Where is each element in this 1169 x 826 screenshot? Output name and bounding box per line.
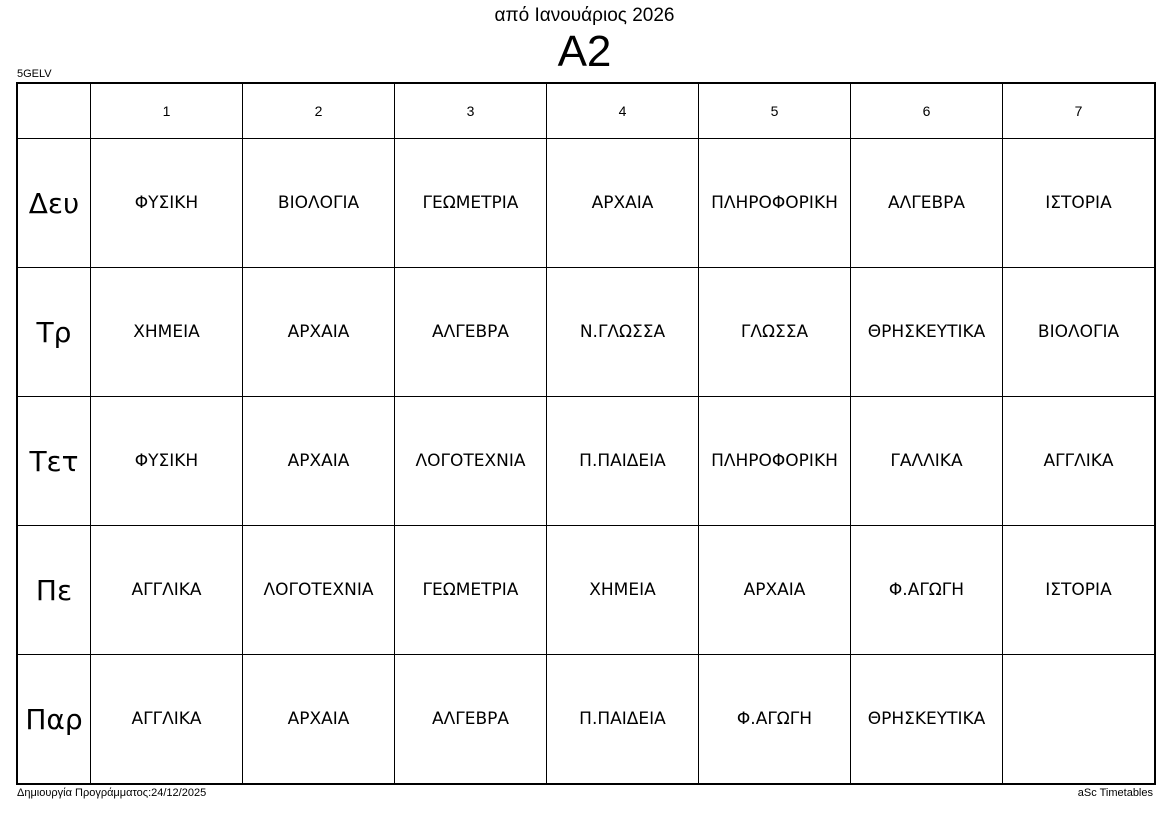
period-header: 3 xyxy=(395,83,547,139)
day-label: Δευ xyxy=(17,139,91,268)
period-header: 1 xyxy=(91,83,243,139)
day-row xyxy=(17,139,1155,268)
lesson-cell: ΑΡΧΑΙΑ xyxy=(243,268,395,397)
generator-credit: aSc Timetables xyxy=(1077,787,1153,799)
lesson-cell: ΑΛΓΕΒΡΑ xyxy=(395,268,547,397)
lesson-cell: ΑΛΓΕΒΡΑ xyxy=(395,655,547,785)
lesson-cell: ΠΛΗΡΟΦΟΡΙΚΗ xyxy=(699,139,851,268)
lesson-cell: ΓΕΩΜΕΤΡΙΑ xyxy=(395,139,547,268)
lesson-cell: ΑΓΓΛΙΚΑ xyxy=(91,655,243,785)
lesson-cell: ΦΥΣΙΚΗ xyxy=(91,139,243,268)
lesson-cell: ΑΡΧΑΙΑ xyxy=(243,655,395,785)
lesson-cell: Π.ΠΑΙΔΕΙΑ xyxy=(547,655,699,785)
lesson-cell: ΠΛΗΡΟΦΟΡΙΚΗ xyxy=(699,397,851,526)
school-code: 5GELV xyxy=(17,68,52,80)
day-row xyxy=(17,526,1155,655)
lesson-cell: Φ.ΑΓΩΓΗ xyxy=(851,526,1003,655)
day-label: Τρ xyxy=(17,268,91,397)
lesson-cell: ΙΣΤΟΡΙΑ xyxy=(1003,526,1156,655)
lesson-cell: ΑΓΓΛΙΚΑ xyxy=(91,526,243,655)
period-header: 7 xyxy=(1003,83,1156,139)
lesson-cell: ΑΡΧΑΙΑ xyxy=(243,397,395,526)
lesson-cell: ΓΕΩΜΕΤΡΙΑ xyxy=(395,526,547,655)
lesson-cell: ΙΣΤΟΡΙΑ xyxy=(1003,139,1156,268)
lesson-cell-empty xyxy=(1003,655,1156,785)
lesson-cell: ΓΛΩΣΣΑ xyxy=(699,268,851,397)
lesson-cell: ΑΡΧΑΙΑ xyxy=(547,139,699,268)
lesson-cell: ΓΑΛΛΙΚΑ xyxy=(851,397,1003,526)
lesson-cell: ΒΙΟΛΟΓΙΑ xyxy=(243,139,395,268)
lesson-cell: ΒΙΟΛΟΓΙΑ xyxy=(1003,268,1156,397)
class-title: Α2 xyxy=(557,27,612,76)
lesson-cell: Ν.ΓΛΩΣΣΑ xyxy=(547,268,699,397)
lesson-cell: ΧΗΜΕΙΑ xyxy=(91,268,243,397)
lesson-cell: ΑΓΓΛΙΚΑ xyxy=(1003,397,1156,526)
lesson-cell: ΧΗΜΕΙΑ xyxy=(547,526,699,655)
day-row xyxy=(17,268,1155,397)
lesson-cell: ΦΥΣΙΚΗ xyxy=(91,397,243,526)
lesson-cell: ΘΡΗΣΚΕΥΤΙΚΑ xyxy=(851,655,1003,785)
timetable-subtitle: από Ιανουάριος 2026 xyxy=(494,5,675,26)
lesson-cell: Π.ΠΑΙΔΕΙΑ xyxy=(547,397,699,526)
period-header: 5 xyxy=(699,83,851,139)
lesson-cell: ΑΡΧΑΙΑ xyxy=(699,526,851,655)
timetable-grid xyxy=(16,82,1156,785)
lesson-cell: ΑΛΓΕΒΡΑ xyxy=(851,139,1003,268)
corner-cell xyxy=(17,83,91,139)
day-row xyxy=(17,655,1155,785)
lesson-cell: Φ.ΑΓΩΓΗ xyxy=(699,655,851,785)
period-header: 4 xyxy=(547,83,699,139)
day-label: Πε xyxy=(17,526,91,655)
period-header: 6 xyxy=(851,83,1003,139)
period-header: 2 xyxy=(243,83,395,139)
creation-date: Δημιουργία Προγράμματος:24/12/2025 xyxy=(17,787,207,799)
day-row xyxy=(17,397,1155,526)
lesson-cell: ΛΟΓΟΤΕΧΝΙΑ xyxy=(395,397,547,526)
lesson-cell: ΘΡΗΣΚΕΥΤΙΚΑ xyxy=(851,268,1003,397)
lesson-cell: ΛΟΓΟΤΕΧΝΙΑ xyxy=(243,526,395,655)
day-label: Τετ xyxy=(17,397,91,526)
day-label: Παρ xyxy=(17,655,91,785)
period-header-row xyxy=(17,83,1155,139)
